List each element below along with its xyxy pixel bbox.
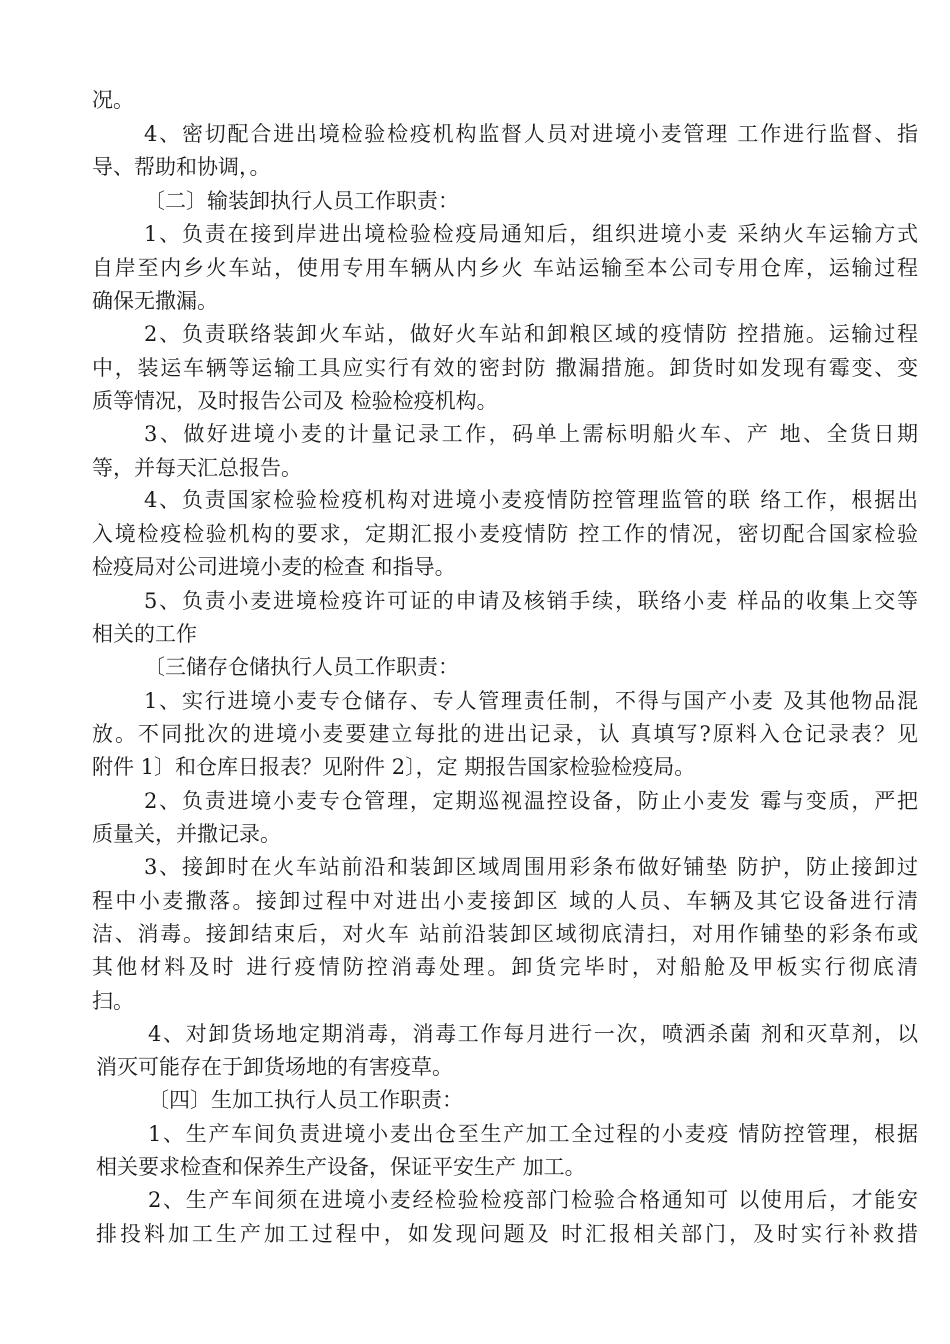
- paragraph-line: 1、实行进境小麦专仓储存、专人管理责任制，不得与国产小麦 及其他物品混: [144, 689, 918, 713]
- text-line: 导、帮助和协调，。: [92, 155, 271, 179]
- paragraph-line: 3、做好进境小麦的计量记录工作，码单上需标明船火车、产 地、全货日期: [144, 422, 918, 446]
- paragraph-line: 4、对卸货场地定期消毒，消毒工作每月进行一次，喷洒杀菌 剂和灭草剂，以: [148, 1022, 918, 1046]
- text-line: 扫。: [92, 989, 134, 1013]
- text-line: 确保无撒漏。: [92, 289, 218, 313]
- paragraph-line: 2、负责联络装卸火车站，做好火车站和卸粮区域的疫情防 控措施。运输过程: [144, 322, 918, 346]
- text-line: 相关的工作: [92, 622, 197, 646]
- paragraph-line: 1、生产车间负责进境小麦出仓至生产加工全过程的小麦疫 情防控管理，根据: [148, 1122, 918, 1146]
- section-heading: 〔三储存仓储执行人员工作职责：: [144, 655, 459, 679]
- paragraph-line: 1、负责在接到岸进出境检验检疫局通知后，组织进境小麦 采纳火车运输方式: [144, 222, 918, 246]
- paragraph-line: 放。不同批次的进境小麦要建立每批的进出记录，认 真填写?原料入仓记录表？见: [92, 722, 918, 746]
- paragraph-line: 2、负责进境小麦专仓管理，定期巡视温控设备，防止小麦发 霉与变质，严把: [144, 789, 918, 813]
- paragraph-line: 自岸至内乡火车站，使用专用车辆从内乡火 车站运输至本公司专用仓库，运输过程: [92, 256, 918, 280]
- text-line: 质等情况，及时报告公司及 检验检疫机构。: [92, 389, 498, 413]
- paragraph-line: 5、负责小麦进境检疫许可证的申请及核销手续，联络小麦 样品的收集上交等: [144, 589, 918, 613]
- paragraph-line: 洁、消毒。接卸结束后，对火车 站前沿装卸区域彻底清扫，对用作铺垫的彩条布或: [92, 922, 918, 946]
- text-line: 质量关，并撒记录。: [92, 822, 281, 846]
- paragraph-line: 其他材料及时 进行疫情防控消毒处理。卸货完毕时，对船舱及甲板实行彻底清: [92, 955, 918, 979]
- paragraph-line: 中，装运车辆等运输工具应实行有效的密封防 撒漏措施。卸货时如发现有霉变、变: [92, 356, 918, 380]
- paragraph-line: 排投料加工生产加工过程中，如发现问题及 时汇报相关部门，及时实行补救措: [96, 1222, 918, 1246]
- paragraph-line: 3、接卸时在火车站前沿和装卸区域周围用彩条布做好铺垫 防护，防止接卸过: [144, 855, 918, 879]
- text-line: 况。: [92, 88, 134, 112]
- text-line: 消灭可能存在于卸货场地的有害疫草。: [96, 1055, 453, 1079]
- paragraph-line: 入境检疫检验机构的要求，定期汇报小麦疫情防 控工作的情况，密切配合国家检验: [92, 522, 918, 546]
- text-line: 相关要求检查和保养生产设备，保证平安生产 加工。: [96, 1155, 586, 1179]
- text-line: 检疫局对公司进境小麦的检查 和指导。: [92, 555, 456, 579]
- text-line: 等，并每天汇总报告。: [92, 456, 302, 480]
- section-heading: 〔二〕输装卸执行人员工作职责：: [144, 189, 459, 213]
- paragraph-line: 2、生产车间须在进境小麦经检验检疫部门检验合格通知可 以使用后，才能安: [148, 1188, 918, 1212]
- section-heading: 〔四〕生加工执行人员工作职责：: [148, 1088, 463, 1112]
- text-line: 附件 1〕和仓库日报表？见附件 2〕，定 期报告国家检验检疫局。: [92, 755, 696, 779]
- paragraph-line: 4、负责国家检验检疫机构对进境小麦疫情防控管理监管的联 络工作，根据出: [144, 488, 918, 512]
- paragraph-line: 程中小麦撒落。接卸过程中对进出小麦接卸区 域的人员、车辆及其它设备进行清: [92, 889, 918, 913]
- paragraph-line: 4、密切配合进出境检验检疫机构监督人员对进境小麦管理 工作进行监督、指: [144, 122, 918, 146]
